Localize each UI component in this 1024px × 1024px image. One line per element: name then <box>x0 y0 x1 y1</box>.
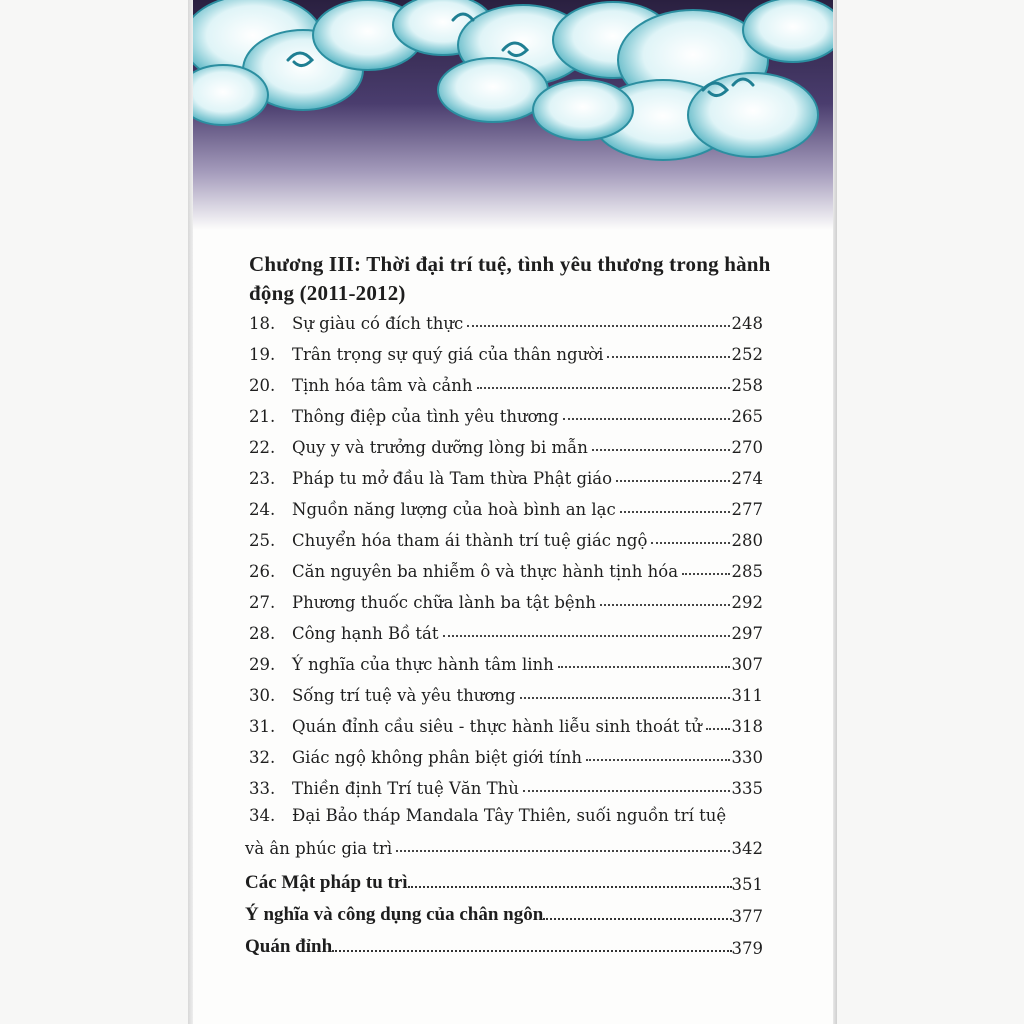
entry-page: 292 <box>731 593 763 612</box>
entry-number: 30. <box>249 686 276 705</box>
page-edge-right <box>833 0 837 1024</box>
toc-entry-34-line1 <box>249 806 789 825</box>
entry-page: 277 <box>731 500 763 519</box>
entry-title-line2: và ân phúc gia trì <box>245 839 393 858</box>
entry-title: Giác ngộ không phân biệt giới tính <box>292 748 582 767</box>
toc-entry <box>249 772 763 798</box>
entry-number: 23. <box>249 469 276 488</box>
entry-page: 258 <box>731 376 763 395</box>
leader-dots <box>592 449 730 451</box>
entry-page: 280 <box>731 531 763 550</box>
leader-dots <box>558 666 730 668</box>
entry-page: 297 <box>731 624 763 643</box>
entry-number: 33. <box>249 779 276 798</box>
section-title: Ý nghĩa và công dụng của chân ngôn <box>245 904 544 925</box>
toc-entry <box>249 617 763 643</box>
section-page: 379 <box>731 939 763 958</box>
leader-dots <box>600 604 730 606</box>
leader-dots <box>620 511 730 513</box>
entry-title: Thiền định Trí tuệ Văn Thù <box>292 779 519 798</box>
toc-entry <box>249 741 763 767</box>
book-page <box>193 0 833 1024</box>
entry-title: Tịnh hóa tâm và cảnh <box>292 376 473 395</box>
toc-entry <box>249 431 763 457</box>
leader-dots <box>520 697 730 699</box>
entry-title: Căn nguyên ba nhiễm ô và thực hành tịnh hóa <box>292 562 679 581</box>
toc-entry <box>249 338 763 364</box>
entry-number: 32. <box>249 748 276 767</box>
entry-page: 307 <box>731 655 763 674</box>
entry-number: 21. <box>249 407 276 426</box>
toc-entry <box>249 524 763 550</box>
leader-dots <box>467 325 729 327</box>
entry-number: 22. <box>249 438 276 457</box>
entry-number: 19. <box>249 345 276 364</box>
entry-page: 335 <box>731 779 763 798</box>
entry-number: 31. <box>249 717 276 736</box>
entry-number: 24. <box>249 500 276 519</box>
entry-title: Phương thuốc chữa lành ba tật bệnh <box>292 593 596 612</box>
leader-dots <box>607 356 729 358</box>
entry-title: Trân trọng sự quý giá của thân người <box>292 345 604 364</box>
entry-number: 29. <box>249 655 276 674</box>
section-title: Quán đỉnh <box>245 936 333 957</box>
entry-page: 311 <box>731 686 763 705</box>
toc-entry <box>249 493 763 519</box>
leader-dots <box>706 728 730 730</box>
entry-title: Nguồn năng lượng của hoà bình an lạc <box>292 500 616 519</box>
entry-page: 270 <box>731 438 763 457</box>
toc-section <box>245 930 763 958</box>
entry-number: 28. <box>249 624 276 643</box>
toc-entry <box>249 400 763 426</box>
chapter-title: Chương III: Thời đại trí tuệ, tình yêu thương trong hành động (2011-2012) <box>249 252 771 305</box>
entry-title: Sống trí tuệ và yêu thương <box>292 686 516 705</box>
toc-entry <box>249 710 763 736</box>
leader-dots <box>477 387 730 389</box>
entry-page: 318 <box>731 717 763 736</box>
entry-title: Ý nghĩa của thực hành tâm linh <box>292 655 554 674</box>
entry-number: 18. <box>249 314 276 333</box>
entry-number: 27. <box>249 593 276 612</box>
entry-page: 285 <box>731 562 763 581</box>
entry-title: Công hạnh Bồ tát <box>292 624 439 643</box>
toc-entry <box>249 369 763 395</box>
toc-section <box>245 898 763 926</box>
section-title: Các Mật pháp tu trì <box>245 872 408 893</box>
entry-title: Quy y và trưởng dưỡng lòng bi mẫn <box>292 438 588 457</box>
leader-dots <box>563 418 730 420</box>
entry-title-line1: Đại Bảo tháp Mandala Tây Thiên, suối nguồn trí tuệ <box>292 806 727 825</box>
leader-dots <box>543 918 731 920</box>
entry-page: 342 <box>731 839 763 858</box>
toc-entry <box>249 462 763 488</box>
entry-page: 274 <box>731 469 763 488</box>
entry-number: 34. <box>249 806 276 825</box>
entry-page: 248 <box>731 314 763 333</box>
toc-entry <box>249 648 763 674</box>
leader-dots <box>523 790 730 792</box>
section-page: 377 <box>731 907 763 926</box>
entry-title: Thông điệp của tình yêu thương <box>292 407 559 426</box>
toc-entry <box>249 586 763 612</box>
entry-page: 265 <box>731 407 763 426</box>
toc-entry <box>249 307 763 333</box>
entry-title: Chuyển hóa tham ái thành trí tuệ giác ngộ <box>292 531 648 550</box>
leader-dots <box>586 759 730 761</box>
leader-dots <box>443 635 730 637</box>
leader-dots <box>408 886 732 888</box>
entry-page: 252 <box>731 345 763 364</box>
section-page: 351 <box>731 875 763 894</box>
table-of-contents <box>193 0 833 1024</box>
toc-entry-34-line2 <box>245 832 763 858</box>
leader-dots <box>332 950 731 952</box>
leader-dots <box>651 542 729 544</box>
entry-page: 330 <box>731 748 763 767</box>
toc-entry <box>249 679 763 705</box>
entry-number: 20. <box>249 376 276 395</box>
toc-entry <box>249 555 763 581</box>
leader-dots <box>616 480 729 482</box>
toc-section <box>245 866 763 894</box>
entry-number: 26. <box>249 562 276 581</box>
entry-title: Sự giàu có đích thực <box>292 314 464 333</box>
leader-dots <box>682 573 729 575</box>
leader-dots <box>396 850 729 852</box>
entry-title: Pháp tu mở đầu là Tam thừa Phật giáo <box>292 469 613 488</box>
entry-title: Quán đỉnh cầu siêu - thực hành liễu sinh thoát tử <box>292 717 702 736</box>
entry-number: 25. <box>249 531 276 550</box>
